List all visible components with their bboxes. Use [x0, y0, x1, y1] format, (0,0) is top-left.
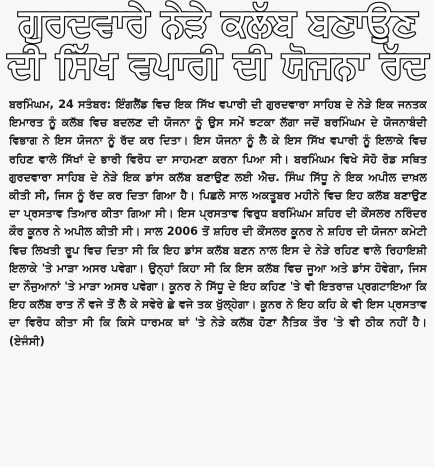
article-body	[9, 96, 427, 464]
dateline: ਬਰਮਿੰਘਮ, 24 ਸਤੰਬਰ:	[9, 98, 112, 111]
headline	[8, 2, 428, 86]
article-text: ਇੰਗਲੈਂਡ ਵਿਚ ਇਕ ਸਿੱਖ ਵਪਾਰੀ ਦੀ ਗੁਰਦਵਾਰਾ ਸਾਹਿਬ ਦੇ ਨੇੜੇ ਇਕ ਜਨਤਕ ਇਮਾਰਤ ਨੂੰ ਕਲੱਬ ਵਿਚ ਬਦਲਣ ਦੀ ਯੋਜਨਾ ਨੂੰ ਉਸ ਸਮੇਂ ਝਟਕਾ ਲੱਗਾ ਜਦੋਂ ਬਰਮਿੰਘਮ ਦੇ ਯੋਜਨਾਬੰਦੀ ਵਿਭਾਗ ਨੇ ਇਸ ਯੋਜਨਾ ਨੂੰ ਰੱਦ ਕਰ ਦਿਤਾ। ਇਸ ਯੋਜਨਾ ਨੂੰ ਲੈ ਕੇ ਇਸ ਸਿੱਖ ਵਪਾਰੀ ਨੂੰ ਇਲਾਕੇ ਵਿਚ ਰਹਿਣ ਵਾਲੇ ਸਿੱਖਾਂ ਦੇ ਭਾਰੀ ਵਿਰੋਧ ਦਾ ਸਾਹਮਣਾ ਕਰਨਾ ਪਿਆ ਸੀ। ਬਰਮਿੰਘਮ ਵਿਖੇ ਸੋਹੋ ਰੋਡ ਸਥਿਤ ਗੁਰਦਵਾਰਾ ਸਾਹਿਬ ਦੇ ਨੇੜੇ ਇਕ ਡਾਂਸ ਕਲੱਬ ਬਣਾਉਣ ਲਈ ਐਚ. ਸਿੰਘ ਸਿੱਧੂ ਨੇ ਇਕ ਅਪੀਲ ਦਾਖ਼ਲ ਕੀਤੀ ਸੀ, ਜਿਸ ਨੂੰ ਰੱਦ ਕਰ ਦਿਤਾ ਗਿਆ ਹੈ। ਪਿਛਲੇ ਸਾਲ ਅਕਤੂਬਰ ਮਹੀਨੇ ਵਿਚ ਇਹ ਕਲੱਬ ਬਣਾਉਣ ਦਾ ਪ੍ਰਸਤਾਵ ਤਿਆਰ ਕੀਤਾ ਗਿਆ ਸੀ। ਇਸ ਪ੍ਰਸਤਾਵ ਵਿਰੁਧ ਬਰਮਿੰਘਮ ਸ਼ਹਿਰ ਦੀ ਕੌਂਸਲਰ ਨਰਿੰਦਰ ਕੌਰ ਕੂਨਰ ਨੇ ਅਪੀਲ ਕੀਤੀ ਸੀ। ਸਾਲ 2006 ਤੋਂ ਸ਼ਹਿਰ ਦੀ ਕੌਂਸਲਰ ਕੂਨਰ ਨੇ ਸ਼ਹਿਰ ਦੀ ਯੋਜਨਾ ਕਮੇਟੀ ਵਿਚ ਲਿਖਤੀ ਰੂਪ ਵਿਚ ਦਿਤਾ ਸੀ ਕਿ ਇਹ ਡਾਂਸ ਕਲੱਬ ਬਣਨ ਨਾਲ ਇਸ ਦੇ ਨੇੜੇ ਰਹਿਣ ਵਾਲੇ ਰਿਹਾਇਸ਼ੀ ਇਲਾਕੇ 'ਤੇ ਮਾੜਾ ਅਸਰ ਪਵੇਗਾ। ਉਨ੍ਹਾਂ ਕਿਹਾ ਸੀ ਕਿ ਇਸ ਕਲੱਬ ਵਿਚ ਜੂਆ ਅਤੇ ਡਾਂਸ ਹੋਵੇਗਾ, ਜਿਸ ਦਾ ਨੌਜੁਆਨਾਂ 'ਤੇ ਮਾੜਾ ਅਸਰ ਪਵੇਗਾ। ਕੂਨਰ ਨੇ ਸਿੱਧੂ ਦੇ ਇਹ ਕਹਿਣ 'ਤੇ ਵੀ ਇਤਰਾਜ਼ ਪ੍ਰਗਟਾਇਆ ਕਿ ਇਹ ਕਲੱਬ ਰਾਤ ਨੌਂ ਵਜੇ ਤੋਂ ਲੈ ਕੇ ਸਵੇਰੇ ਛੇ ਵਜੇ ਤਕ ਖੁੱਲ੍ਹੇਗਾ। ਕੂਨਰ ਨੇ ਇਹ ਕਹਿ ਕੇ ਵੀ ਇਸ ਪ੍ਰਸਤਾਵ ਦਾ ਵਿਰੋਧ ਕੀਤਾ ਸੀ ਕਿ ਕਿਸੇ ਧਾਰਮਕ ਥਾਂ 'ਤੇ ਨੇੜੇ ਕਲੱਬ ਹੋਣਾ ਨੈਤਿਕ ਤੌਰ 'ਤੇ ਵੀ ਠੀਕ ਨਹੀਂ ਹੈ। (ਏਜੰਸੀ)	[9, 98, 427, 348]
headline-line-1: ਗੁਰਦਵਾਰੇ ਨੇੜੇ ਕਲੱਬ ਬਣਾਉਣ	[19, 1, 417, 44]
article-paragraph	[9, 96, 427, 351]
headline-line-2: ਦੀ ਸਿੱਖ ਵਪਾਰੀ ਦੀ ਯੋਜਨਾ ਰੱਦ	[8, 43, 428, 86]
